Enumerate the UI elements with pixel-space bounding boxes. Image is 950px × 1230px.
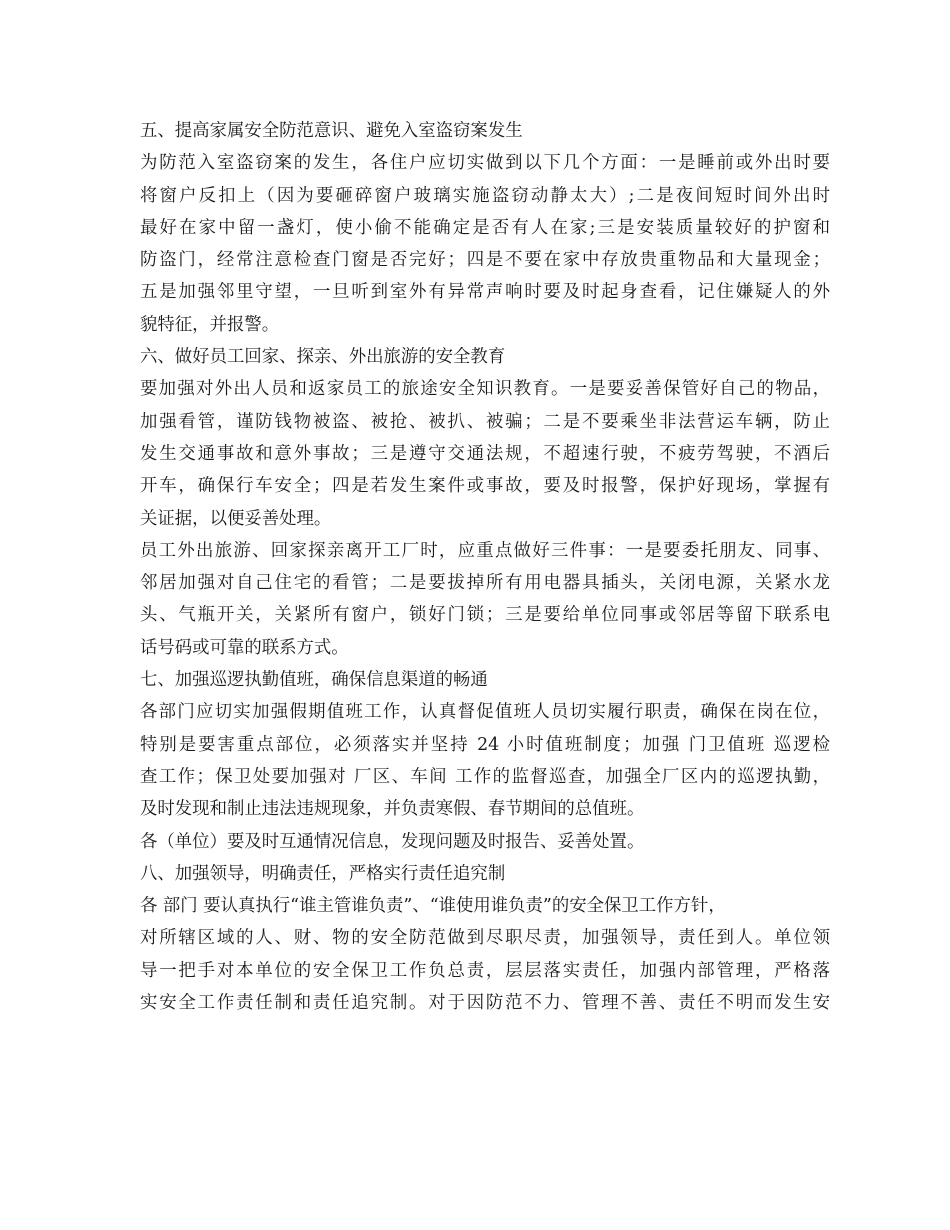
section-heading-6: 六、做好员工回家、探亲、外出旅游的安全教育 — [140, 347, 506, 368]
paragraph-line: 头、气瓶开关，关紧所有窗户，锁好门锁；三是要给单位同事或邻居等留下联系电 — [140, 605, 830, 626]
paragraph-line: 各部门应切实加强假期值班工作，认真督促值班人员切实履行职责，确保在岗在位， — [140, 702, 830, 723]
paragraph-line: 员工外出旅游、回家探亲离开工厂时，应重点做好三件事：一是要委托朋友、同事、 — [140, 540, 830, 561]
paragraph-line: 对所辖区域的人、财、物的安全防范做到尽职尽责，加强领导，责任到人。单位领 — [140, 928, 830, 949]
paragraph-line: 查工作；保卫处要加强对 厂区、车间 工作的监督巡查，加强全厂区内的巡逻执勤， — [140, 766, 830, 787]
paragraph-line: 最好在家中留一盏灯，使小偷不能确定是否有人在家;三是安装质量较好的护窗和 — [140, 217, 830, 238]
paragraph-line: 导一把手对本单位的安全保卫工作负总责，层层落实责任，加强内部管理，严格落 — [140, 960, 830, 981]
paragraph-line: 发生交通事故和意外事故；三是遵守交通法规，不超速行驶，不疲劳驾驶，不酒后 — [140, 443, 830, 464]
paragraph-line: 五是加强邻里守望，一旦听到室外有异常声响时要及时起身查看，记住嫌疑人的外 — [140, 282, 830, 303]
paragraph-line: 开车，确保行车安全；四是若发生案件或事故，要及时报警，保护好现场，掌握有 — [140, 476, 830, 497]
document-body — [140, 115, 830, 1019]
paragraph-line: 关证据，以便妥善处理。 — [140, 508, 332, 529]
paragraph-line: 特别是要害重点部位，必须落实并坚持 24 小时值班制度；加强 门卫值班 巡逻检 — [140, 734, 830, 755]
section-heading-5: 五、提高家属安全防范意识、避免入室盗窃案发生 — [140, 121, 523, 141]
paragraph-line: 各 部门 要认真执行“谁主管谁负责”、“谁使用谁负责”的安全保卫工作方针， — [140, 896, 726, 917]
paragraph-line: 及时发现和制止违法违规现象，并负责寒假、春节期间的总值班。 — [140, 799, 645, 820]
paragraph-line: 将窗户反扣上（因为要砸碎窗户玻璃实施盗窃动静太大）;二是夜间短时间外出时 — [140, 185, 830, 206]
paragraph-line: 各（单位）要及时互通情况信息，发现问题及时报告、妥善处置。 — [140, 831, 645, 852]
paragraph-line: 实安全工作责任制和责任追究制。对于因防范不力、管理不善、责任不明而发生安 — [140, 993, 830, 1014]
section-heading-8: 八、加强领导，明确责任，严格实行责任追究制 — [140, 863, 506, 884]
paragraph-line: 邻居加强对自己住宅的看管；二是要拔掉所有用电器具插头，关闭电源，关紧水龙 — [140, 573, 830, 594]
paragraph-line: 防盗门，经常注意检查门窗是否完好；四是不要在家中存放贵重物品和大量现金； — [140, 250, 830, 271]
paragraph-line: 话号码或可靠的联系方式。 — [140, 637, 349, 658]
paragraph-line: 为防范入室盗窃案的发生，各住户应切实做到以下几个方面：一是睡前或外出时要 — [140, 153, 830, 174]
paragraph-line: 要加强对外出人员和返家员工的旅途安全知识教育。一是要妥善保管好自己的物品， — [140, 379, 830, 400]
paragraph-line: 貌特征，并报警。 — [140, 314, 280, 335]
paragraph-line: 加强看管，谨防钱物被盗、被抢、被扒、被骗；二是不要乘坐非法营运车辆，防止 — [140, 411, 830, 432]
section-heading-7: 七、加强巡逻执勤值班，确保信息渠道的畅通 — [140, 670, 488, 691]
